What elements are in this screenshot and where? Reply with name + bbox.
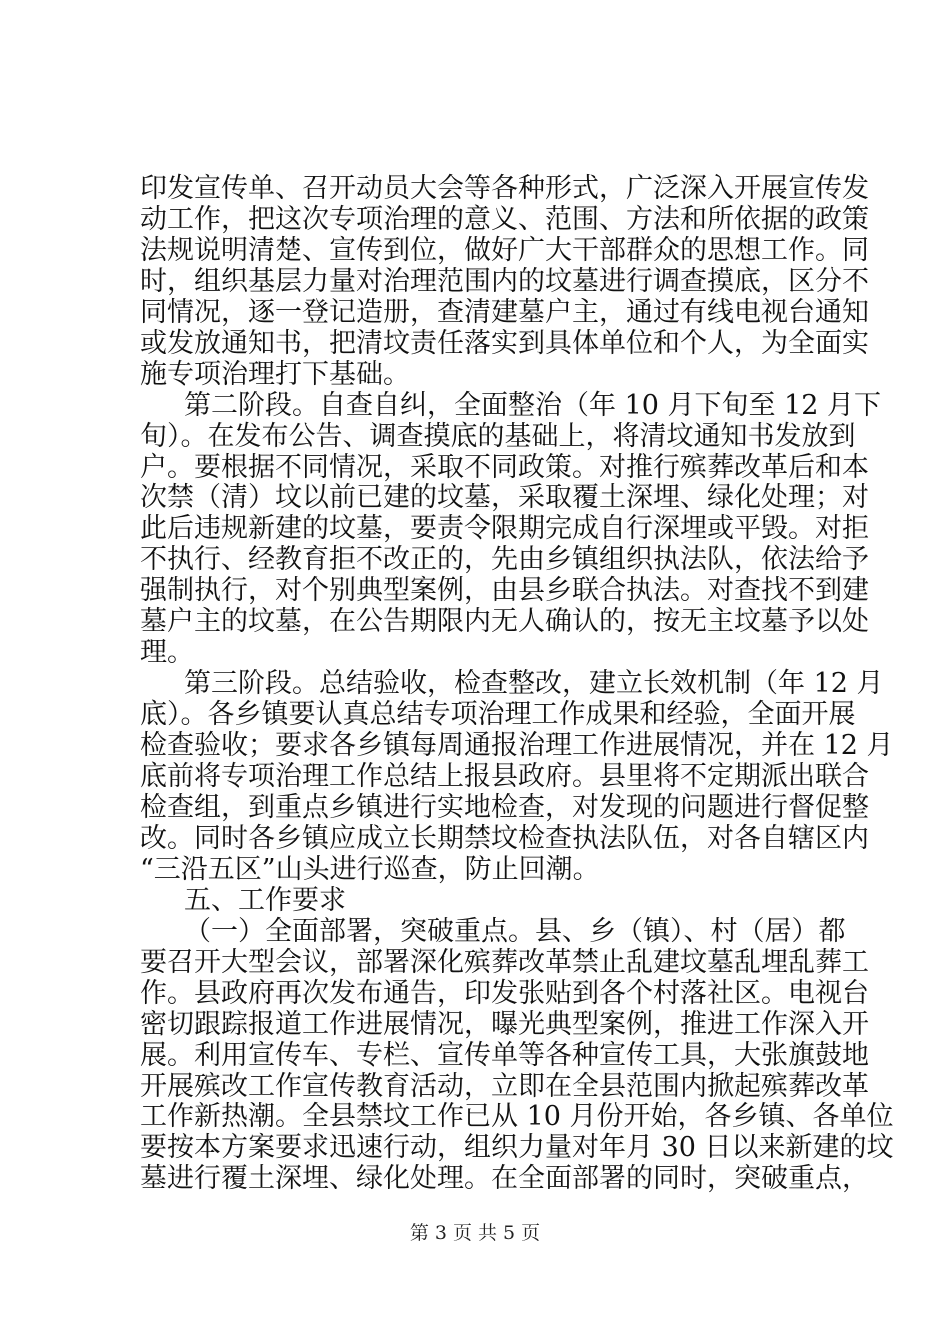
page-footer: 第 3 页 共 5 页 (409, 1222, 541, 1244)
body-line: 检查组，到重点乡镇进行实地检查，对发现的问题进行督促整 (140, 792, 869, 823)
paragraph-first-line: （一）全面部署，突破重点。县、乡（镇）、村（居）都 (184, 916, 846, 947)
body-line: 施专项治理打下基础。 (140, 359, 410, 390)
body-line: 墓进行覆土深埋、绿化处理。在全面部署的同时，突破重点， (140, 1163, 869, 1194)
body-line: 要按本方案要求迅速行动，组织力量对年月 30 日以来新建的坟 (140, 1132, 894, 1163)
body-line: 作。县政府再次发布通告，印发张贴到各个村落社区。电视台 (140, 978, 869, 1009)
body-line: 法规说明清楚、宣传到位，做好广大干部群众的思想工作。同 (140, 235, 869, 266)
body-line: 同情况，逐一登记造册，查清建墓户主，通过有线电视台通知 (140, 297, 869, 328)
body-line: 工作新热潮。全县禁坟工作已从 10 月份开始，各乡镇、各单位 (140, 1101, 894, 1132)
body-line: 要召开大型会议，部署深化殡葬改革禁止乱建坟墓乱埋乱葬工 (140, 947, 869, 978)
body-line: 密切跟踪报道工作进展情况，曝光典型案例，推进工作深入开 (140, 1009, 869, 1040)
body-line: 户。要根据不同情况，采取不同政策。对推行殡葬改革后和本 (140, 452, 869, 483)
body-line: 检查验收；要求各乡镇每周通报治理工作进展情况，并在 12 月 (140, 730, 894, 761)
body-line: 开展殡改工作宣传教育活动，立即在全县范围内掀起殡葬改革 (140, 1071, 869, 1102)
section-heading: 五、工作要求 (184, 885, 346, 916)
body-line: 不执行、经教育拒不改正的，先由乡镇组织执法队，依法给予 (140, 544, 869, 575)
body-line: 时，组织基层力量对治理范围内的坟墓进行调查摸底，区分不 (140, 266, 869, 297)
body-line: 改。同时各乡镇应成立长期禁坟检查执法队伍，对各自辖区内 (140, 823, 869, 854)
body-line: 强制执行，对个别典型案例，由县乡联合执法。对查找不到建 (140, 575, 869, 606)
paragraph-first-line: 第三阶段。总结验收，检查整改，建立长效机制（年 12 月 (184, 668, 884, 699)
body-line: 次禁（清）坟以前已建的坟墓，采取覆土深埋、绿化处理；对 (140, 482, 869, 513)
body-line: 底）。各乡镇要认真总结专项治理工作成果和经验，全面开展 (140, 699, 856, 730)
body-line: “三沿五区”山头进行巡查，防止回潮。 (140, 854, 600, 885)
body-line: 底前将专项治理工作总结上报县政府。县里将不定期派出联合 (140, 761, 869, 792)
body-line: 墓户主的坟墓，在公告期限内无人确认的，按无主坟墓予以处 (140, 606, 869, 637)
body-line: 旬）。在发布公告、调查摸底的基础上，将清坟通知书发放到 (140, 421, 856, 452)
body-line: 动工作，把这次专项治理的意义、范围、方法和所依据的政策 (140, 204, 869, 235)
body-line: 印发宣传单、召开动员大会等各种形式，广泛深入开展宣传发 (140, 173, 869, 204)
body-line: 展。利用宣传车、专栏、宣传单等各种宣传工具，大张旗鼓地 (140, 1040, 869, 1071)
body-line: 或发放通知书，把清坟责任落实到具体单位和个人，为全面实 (140, 328, 869, 359)
body-line: 理。 (140, 637, 194, 668)
body-line: 此后违规新建的坟墓，要责令限期完成自行深埋或平毁。对拒 (140, 513, 869, 544)
paragraph-first-line: 第二阶段。自查自纠，全面整治（年 10 月下旬至 12 月下 (184, 390, 882, 421)
